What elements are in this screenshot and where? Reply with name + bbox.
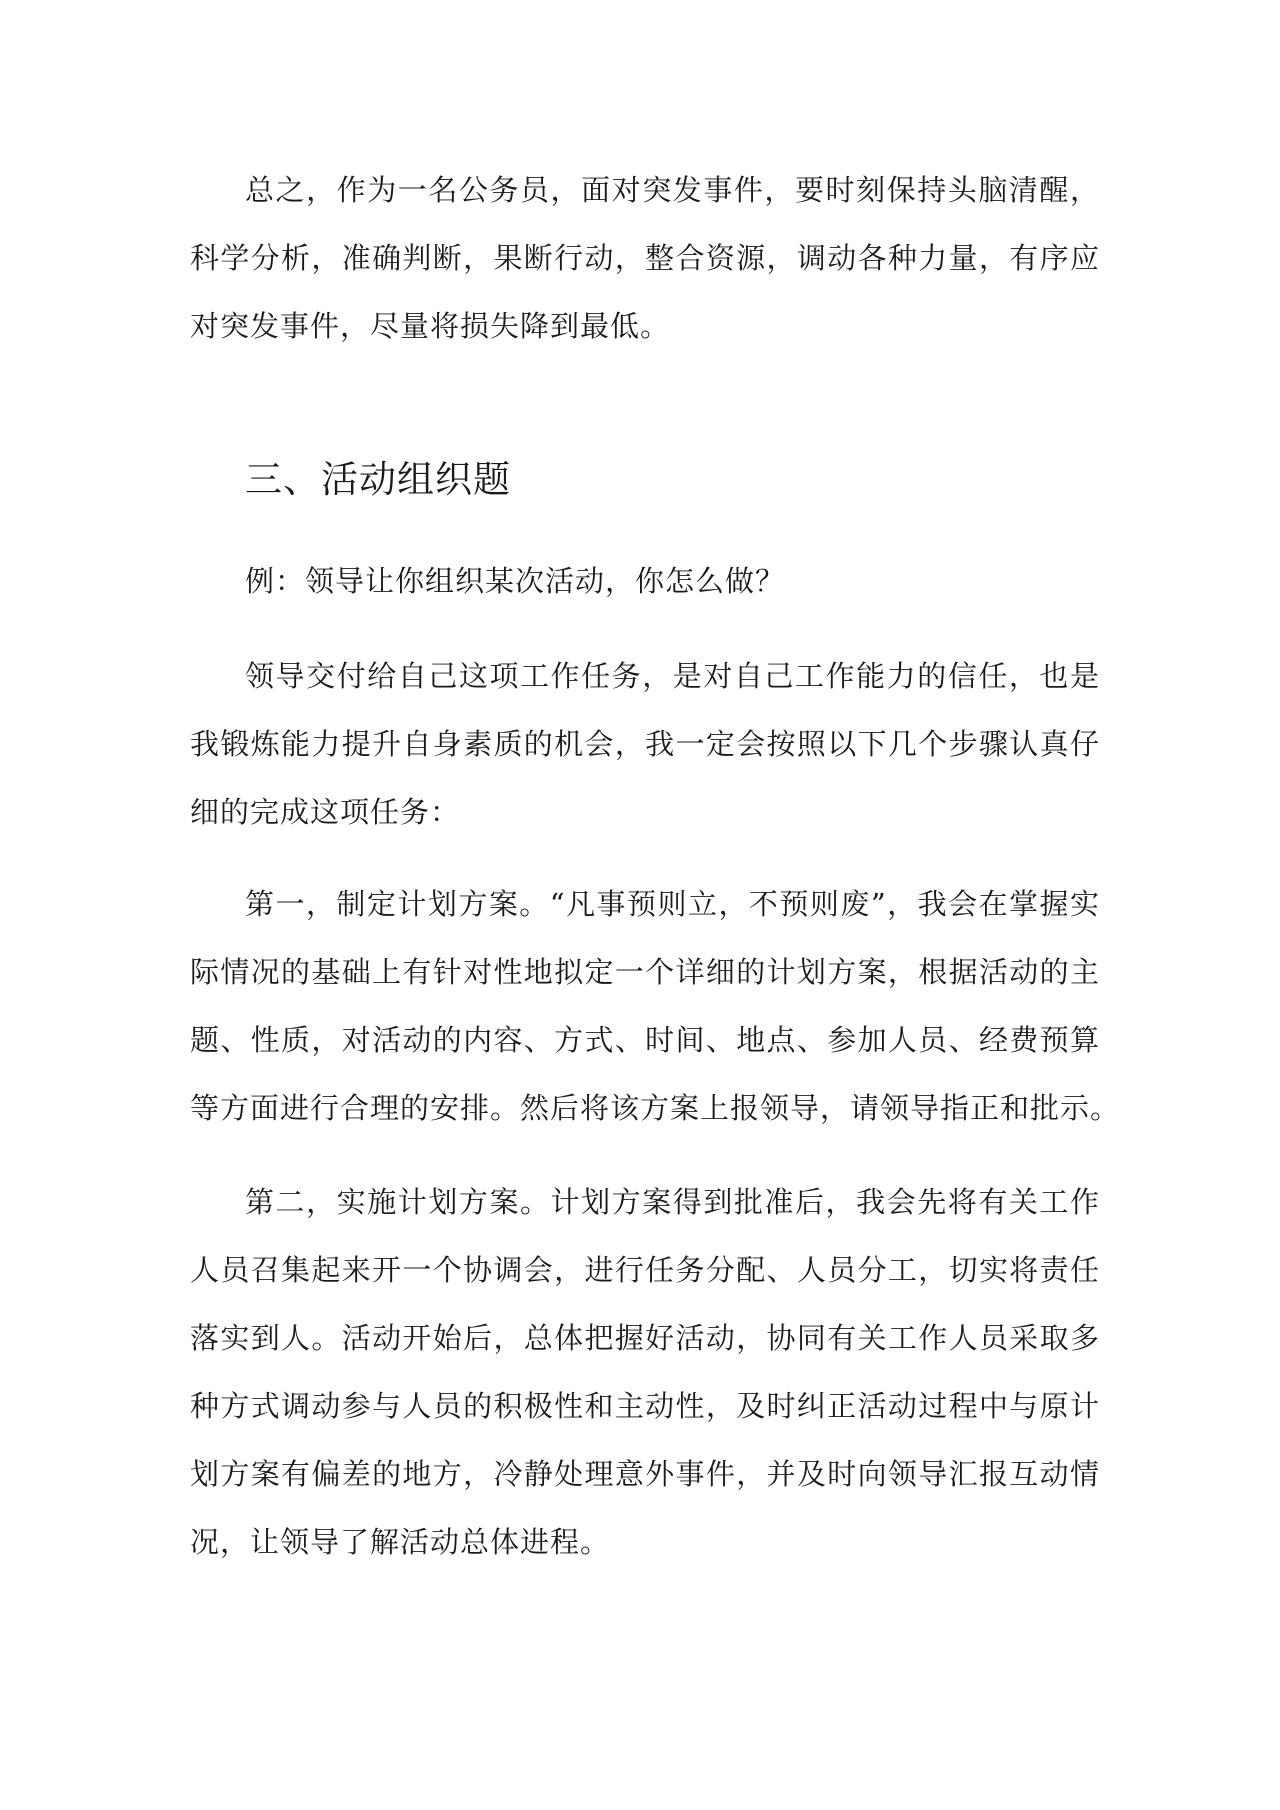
paragraph-line: 划方案有偏差的地方，冷静处理意外事件，并及时向领导汇报互动情 [190,1457,1100,1491]
paragraph-line: 科学分析，准确判断，果断行动，整合资源，调动各种力量，有序应 [190,241,1100,275]
paragraph-line: 第二，实施计划方案。计划方案得到批准后，我会先将有关工作 [245,1185,1100,1219]
paragraph-line: 题、性质，对活动的内容、方式、时间、地点、参加人员、经费预算 [190,1023,1100,1057]
paragraph-step-one [190,870,1121,1142]
paragraph-line: 对突发事件，尽量将损失降到最低。 [190,309,671,343]
paragraph-line: 第一，制定计划方案。“凡事预则立，不预则废”，我会在掌握实 [245,887,1100,921]
paragraph-line: 领导交付给自己这项工作任务，是对自己工作能力的信任，也是 [245,659,1100,693]
paragraph-line: 总之，作为一名公务员，面对突发事件，要时刻保持头脑清醒， [245,173,1100,207]
paragraph-line: 细的完成这项任务： [190,795,461,829]
paragraph-line: 我锻炼能力提升自身素质的机会，我一定会按照以下几个步骤认真仔 [190,727,1100,761]
paragraph-line: 例：领导让你组织某次活动，你怎么做？ [245,564,786,598]
section-heading: 三、活动组织题 [245,458,511,501]
paragraph-line: 人员召集起来开一个协调会，进行任务分配、人员分工，切实将责任 [190,1253,1100,1287]
paragraph-conclusion [190,156,1100,360]
paragraph-intro [190,642,1100,846]
paragraph-example [190,547,1100,615]
paragraph-line: 落实到人。活动开始后，总体把握好活动，协同有关工作人员采取多 [190,1321,1100,1355]
paragraph-line: 种方式调动参与人员的积极性和主动性，及时纠正活动过程中与原计 [190,1389,1100,1423]
paragraph-line: 等方面进行合理的安排。然后将该方案上报领导，请领导指正和批示。 [190,1091,1121,1125]
paragraph-line: 际情况的基础上有针对性地拟定一个详细的计划方案，根据活动的主 [190,955,1100,989]
paragraph-line: 况，让领导了解活动总体进程。 [190,1525,611,1559]
paragraph-step-two [190,1168,1100,1576]
